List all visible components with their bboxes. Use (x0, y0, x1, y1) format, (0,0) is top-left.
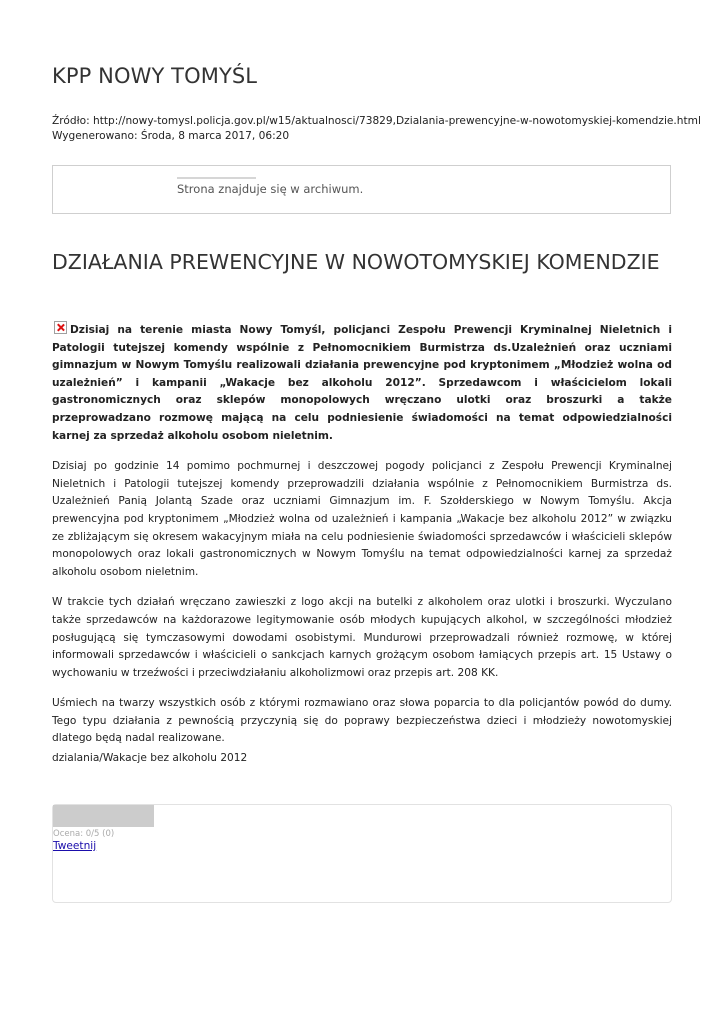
article-paragraph: Uśmiech na twarzy wszystkich osób z którymi rozmawiano oraz słowa poparcia to dla policjantów powód do dumy. Tego typu działania z pewnością przyczynią się do poprawy bezpieczeństwa dzieci i młodzieży nowotomyskiej dlatego będą nadal realizowane. (52, 697, 672, 745)
source-url: Źródło: http://nowy-tomysl.policja.gov.pl/w15/aktualnosci/73829,Dzialania-prewencyjne-w-nowotomyskiej-komendzie.html (52, 115, 701, 127)
archive-notice-box (52, 165, 671, 214)
article-paragraph: W trakcie tych działań wręczano zawieszki z logo akcji na butelki z alkoholem oraz ulotki i broszurki. Wyczulano także sprzedawców na każdorazowe legitymowanie osób młodych kupujących alkohol, w szczególności młodzież posługującą się tymczasowymi dowodami osobistymi. Mundurowi przeprowadzali również rozmowę, w której informowali sprzedawców i właścicieli o sankcjach karnych grożącym osobom łamiących przepis art. 15 Ustawy o wychowaniu w trzeźwości i przeciwdziałaniu alkoholizmowi oraz przepis art. 208 KK. (52, 596, 672, 679)
article-lead (52, 321, 672, 445)
archive-divider (177, 177, 256, 179)
article-title: DZIAŁANIA PREWENCYJNE W NOWOTOMYSKIEJ KOMENDZIE (52, 250, 660, 274)
article-tags: dzialania/Wakacje bez alkoholu 2012 (52, 752, 248, 764)
rating-stars-bar[interactable] (53, 805, 154, 827)
article-paragraph: Dzisiaj po godzinie 14 pomimo pochmurnej i deszczowej pogody policjanci z Zespołu Prewencji Kryminalnej Nieletnich i Patologii tutejszej komendy przeprowadzili działania wspólnie z Pełnomocnikiem Burmistrza ds. Uzależnień Panią Jolantą Szade oraz uczniami Gimnazjum im. F. Szołderskiego w Nowym Tomyślu. Akcja prewencyjna pod kryptonimem „Młodzież wolna od uzależnień i kampania „Wakacje bez alkoholu 2012” w związku ze zbliżającym się okresem wakacyjnym miała na celu podniesienie świadomości sprzedawców i właścicieli sklepów monopolowych oraz lokali gastronomicznych w Nowym Tomyślu na temat odpowiedzialności karnej za sprzedaż alkoholu osobom nieletnim. (52, 460, 672, 578)
rating-box (52, 804, 672, 903)
broken-image-icon (54, 321, 67, 334)
archive-notice: Strona znajduje się w archiwum. (177, 182, 364, 196)
article-body (52, 321, 672, 761)
generated-date: Wygenerowano: Środa, 8 marca 2017, 06:20 (52, 130, 290, 142)
document-meta (52, 114, 701, 144)
site-title: KPP NOWY TOMYŚL (52, 64, 258, 88)
article-lead-text: Dzisiaj na terenie miasta Nowy Tomyśl, policjanci Zespołu Prewencji Kryminalnej Nieletnich i Patologii tutejszej komendy wspólnie z Pełnomocnikiem Burmistrza ds.Uzależnień oraz uczniami gimnazjum w Nowym Tomyślu realizowali działania prewencyjne pod kryptonimem „Młodzież wolna od uzależnień” i kampanii „Wakacje bez alkoholu 2012”. Sprzedawcom i właścicielom lokali gastronomicznych oraz sklepów monopolowych wręczano ulotki oraz broszurki a także przeprowadzano rozmowę mającą na celu podniesienie świadomości na temat odpowiedzialności karnej za sprzedaż alkoholu osobom nieletnim. (52, 324, 672, 442)
rating-score: Ocena: 0/5 (0) (53, 829, 115, 839)
tweet-link[interactable]: Tweetnij (53, 840, 97, 852)
